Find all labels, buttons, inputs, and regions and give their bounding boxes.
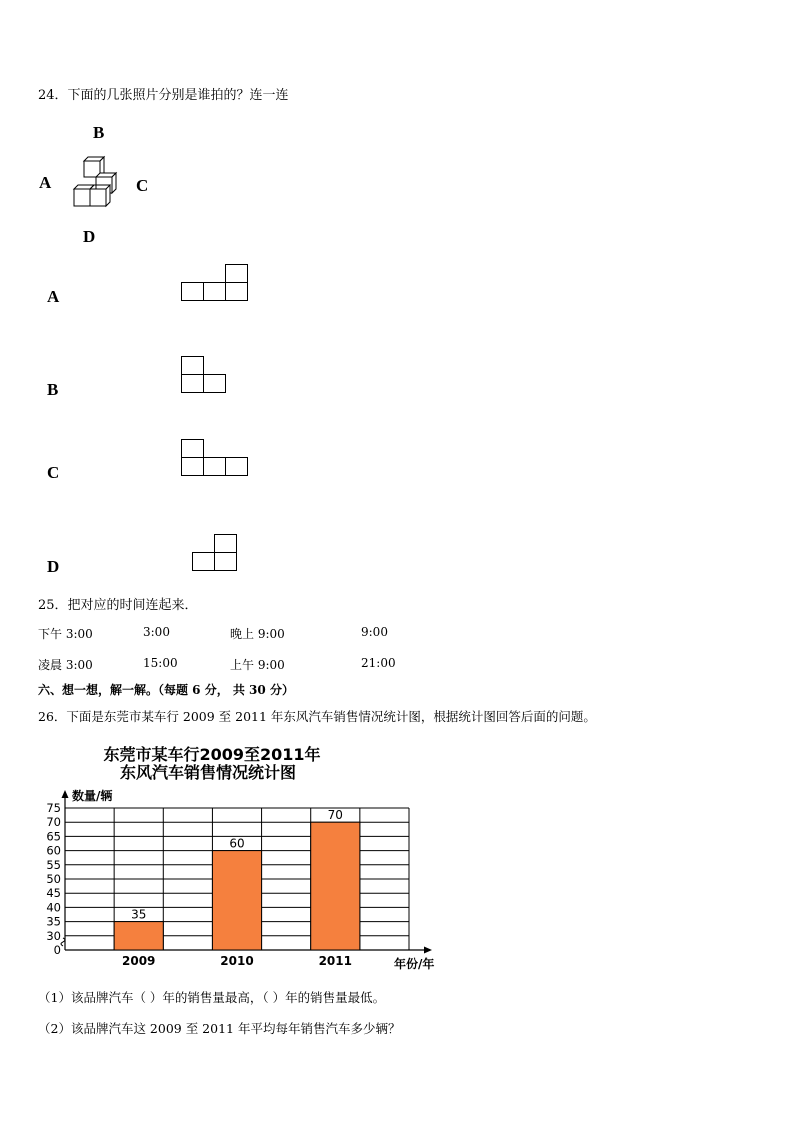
y-tick-55: 55 (46, 857, 61, 872)
y-tick-75: 75 (46, 801, 61, 815)
time-r1-c2: 3:00 (143, 625, 170, 639)
bar-2011 (311, 822, 360, 950)
view-c-figure (180, 438, 252, 478)
chart-ylabel: 数量/辆 (72, 789, 113, 803)
q26-title: 26．下面是东莞市某车行 2009 至 2011 年东风汽车销售情况统计图，根据统计图回答后面的问题。 (38, 709, 596, 724)
view-label-c: C (47, 463, 60, 482)
q25-title: 25．把对应的时间连起来． (38, 598, 198, 613)
y-axis-arrow (62, 790, 69, 798)
bar-2009 (114, 922, 163, 950)
sales-bar-chart (30, 738, 470, 978)
cube-stack-figure (70, 155, 122, 211)
y-tick-60: 60 (46, 843, 61, 858)
chart-title: 东莞市某车行2009至2011年 (103, 745, 321, 764)
y-tick-70: 70 (46, 815, 61, 830)
time-r2-c4: 21:00 (361, 656, 396, 670)
compass-label-c: C (136, 176, 149, 195)
y-tick-50: 50 (46, 872, 61, 886)
view-a-figure (180, 263, 250, 303)
y-tick-30: 30 (46, 928, 61, 943)
view-label-d: D (47, 557, 60, 576)
bar-label-2009: 35 (131, 907, 147, 922)
time-r1-c1: 下午 3:00 (38, 627, 93, 641)
compass-label-b: B (93, 123, 105, 142)
y-tick-35: 35 (46, 914, 61, 929)
view-label-b: B (47, 380, 59, 399)
section-6-title: 六、想一想，解一解。（每题 6 分， 共 30 分） (38, 683, 294, 697)
q24-title: 24．下面的几张照片分别是谁拍的？连一连 (38, 88, 289, 103)
category-label-2009: 2009 (122, 954, 156, 968)
view-label-a: A (47, 287, 60, 306)
chart-ticks (46, 801, 61, 957)
bar-label-2010: 60 (229, 836, 245, 851)
view-b-figure (180, 355, 230, 395)
y-tick-40: 40 (46, 900, 61, 915)
category-label-2011: 2011 (318, 954, 352, 968)
view-d-figure (191, 533, 241, 573)
q26-sub2: （2）该品牌汽车这 2009 至 2011 年平均每年销售汽车多少辆？ (38, 1021, 401, 1036)
y-tick-65: 65 (46, 829, 61, 844)
y-tick-45: 45 (46, 886, 61, 901)
time-r2-c2: 15:00 (143, 656, 178, 670)
y-tick-0: 0 (53, 943, 61, 957)
category-label-2010: 2010 (220, 954, 254, 968)
q26-sub1: （1）该品牌汽车（ ）年的销售量最高，（ ）年的销售量最低。 (38, 990, 386, 1005)
time-r2-c1: 凌晨 3:00 (38, 658, 93, 672)
bar-2010 (212, 851, 261, 950)
time-r2-c3: 上午 9:00 (230, 658, 285, 672)
compass-label-a: A (39, 173, 52, 192)
bar-label-2011: 70 (327, 808, 343, 823)
chart-subtitle: 东风汽车销售情况统计图 (119, 763, 297, 782)
compass-label-d: D (83, 227, 96, 246)
chart-xlabel: 年份/年 (394, 957, 435, 971)
x-axis-arrow (424, 947, 432, 954)
time-r1-c4: 9:00 (361, 625, 388, 639)
chart-categories (122, 954, 352, 968)
time-r1-c3: 晚上 9:00 (230, 627, 285, 641)
